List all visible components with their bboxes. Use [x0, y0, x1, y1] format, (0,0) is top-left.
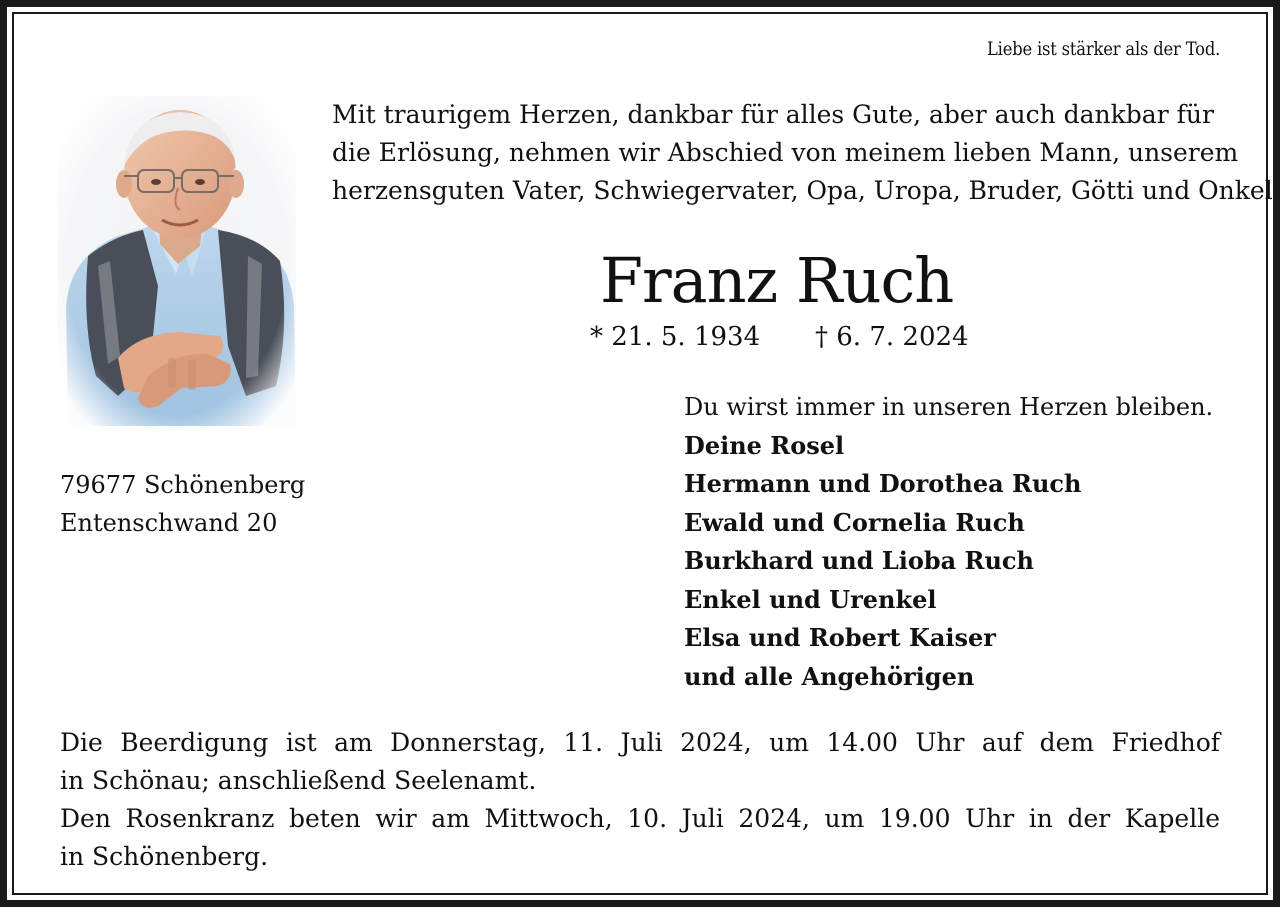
mourner-name: Deine Rosel	[684, 430, 845, 460]
rosary-line: in Schönenberg.	[60, 842, 269, 871]
address-line: 79677 Schönenberg	[60, 471, 306, 499]
intro-line: herzensguten Vater, Schwiegervater, Opa, Uropa, Bruder, Götti und Onkel	[332, 176, 1273, 205]
funeral-details	[60, 724, 1220, 876]
mourners-lead: Du wirst immer in unseren Herzen bleiben.	[684, 393, 1214, 421]
rosary-line: Den Rosenkranz beten wir am Mittwoch, 10. Juli 2024, um 19.00 Uhr in der Kapelle	[60, 804, 1220, 833]
intro-line: Mit traurigem Herzen, dankbar für alles Gute, aber auch dankbar für	[332, 100, 1214, 129]
mourner-name: Burkhard und Lioba Ruch	[684, 546, 1034, 575]
deceased-name: Franz Ruch	[600, 244, 954, 317]
mourner-name: Elsa und Robert Kaiser	[684, 623, 996, 652]
address	[60, 466, 305, 542]
mourners-list	[684, 388, 1213, 696]
mourner-name: Ewald und Cornelia Ruch	[684, 507, 1025, 537]
funeral-line: Die Beerdigung ist am Donnerstag, 11. Juli 2024, um 14.00 Uhr auf dem Friedhof	[60, 728, 1220, 757]
mourner-name: und alle Angehörigen	[684, 661, 975, 691]
motto: Liebe ist stärker als der Tod.	[986, 38, 1220, 60]
funeral-line: in Schönau; anschließend Seelenamt.	[60, 766, 537, 795]
intro-text	[332, 96, 1273, 210]
mourner-name: Enkel und Urenkel	[684, 584, 937, 614]
portrait-photo	[58, 96, 296, 426]
address-line: Entenschwand 20	[60, 509, 278, 537]
portrait-illustration	[58, 96, 296, 426]
birth-date: * 21. 5. 1934	[590, 322, 761, 352]
death-date: † 6. 7. 2024	[815, 322, 969, 352]
intro-line: die Erlösung, nehmen wir Abschied von meinem lieben Mann, unserem	[332, 138, 1239, 167]
mourner-name: Hermann und Dorothea Ruch	[684, 469, 1082, 498]
